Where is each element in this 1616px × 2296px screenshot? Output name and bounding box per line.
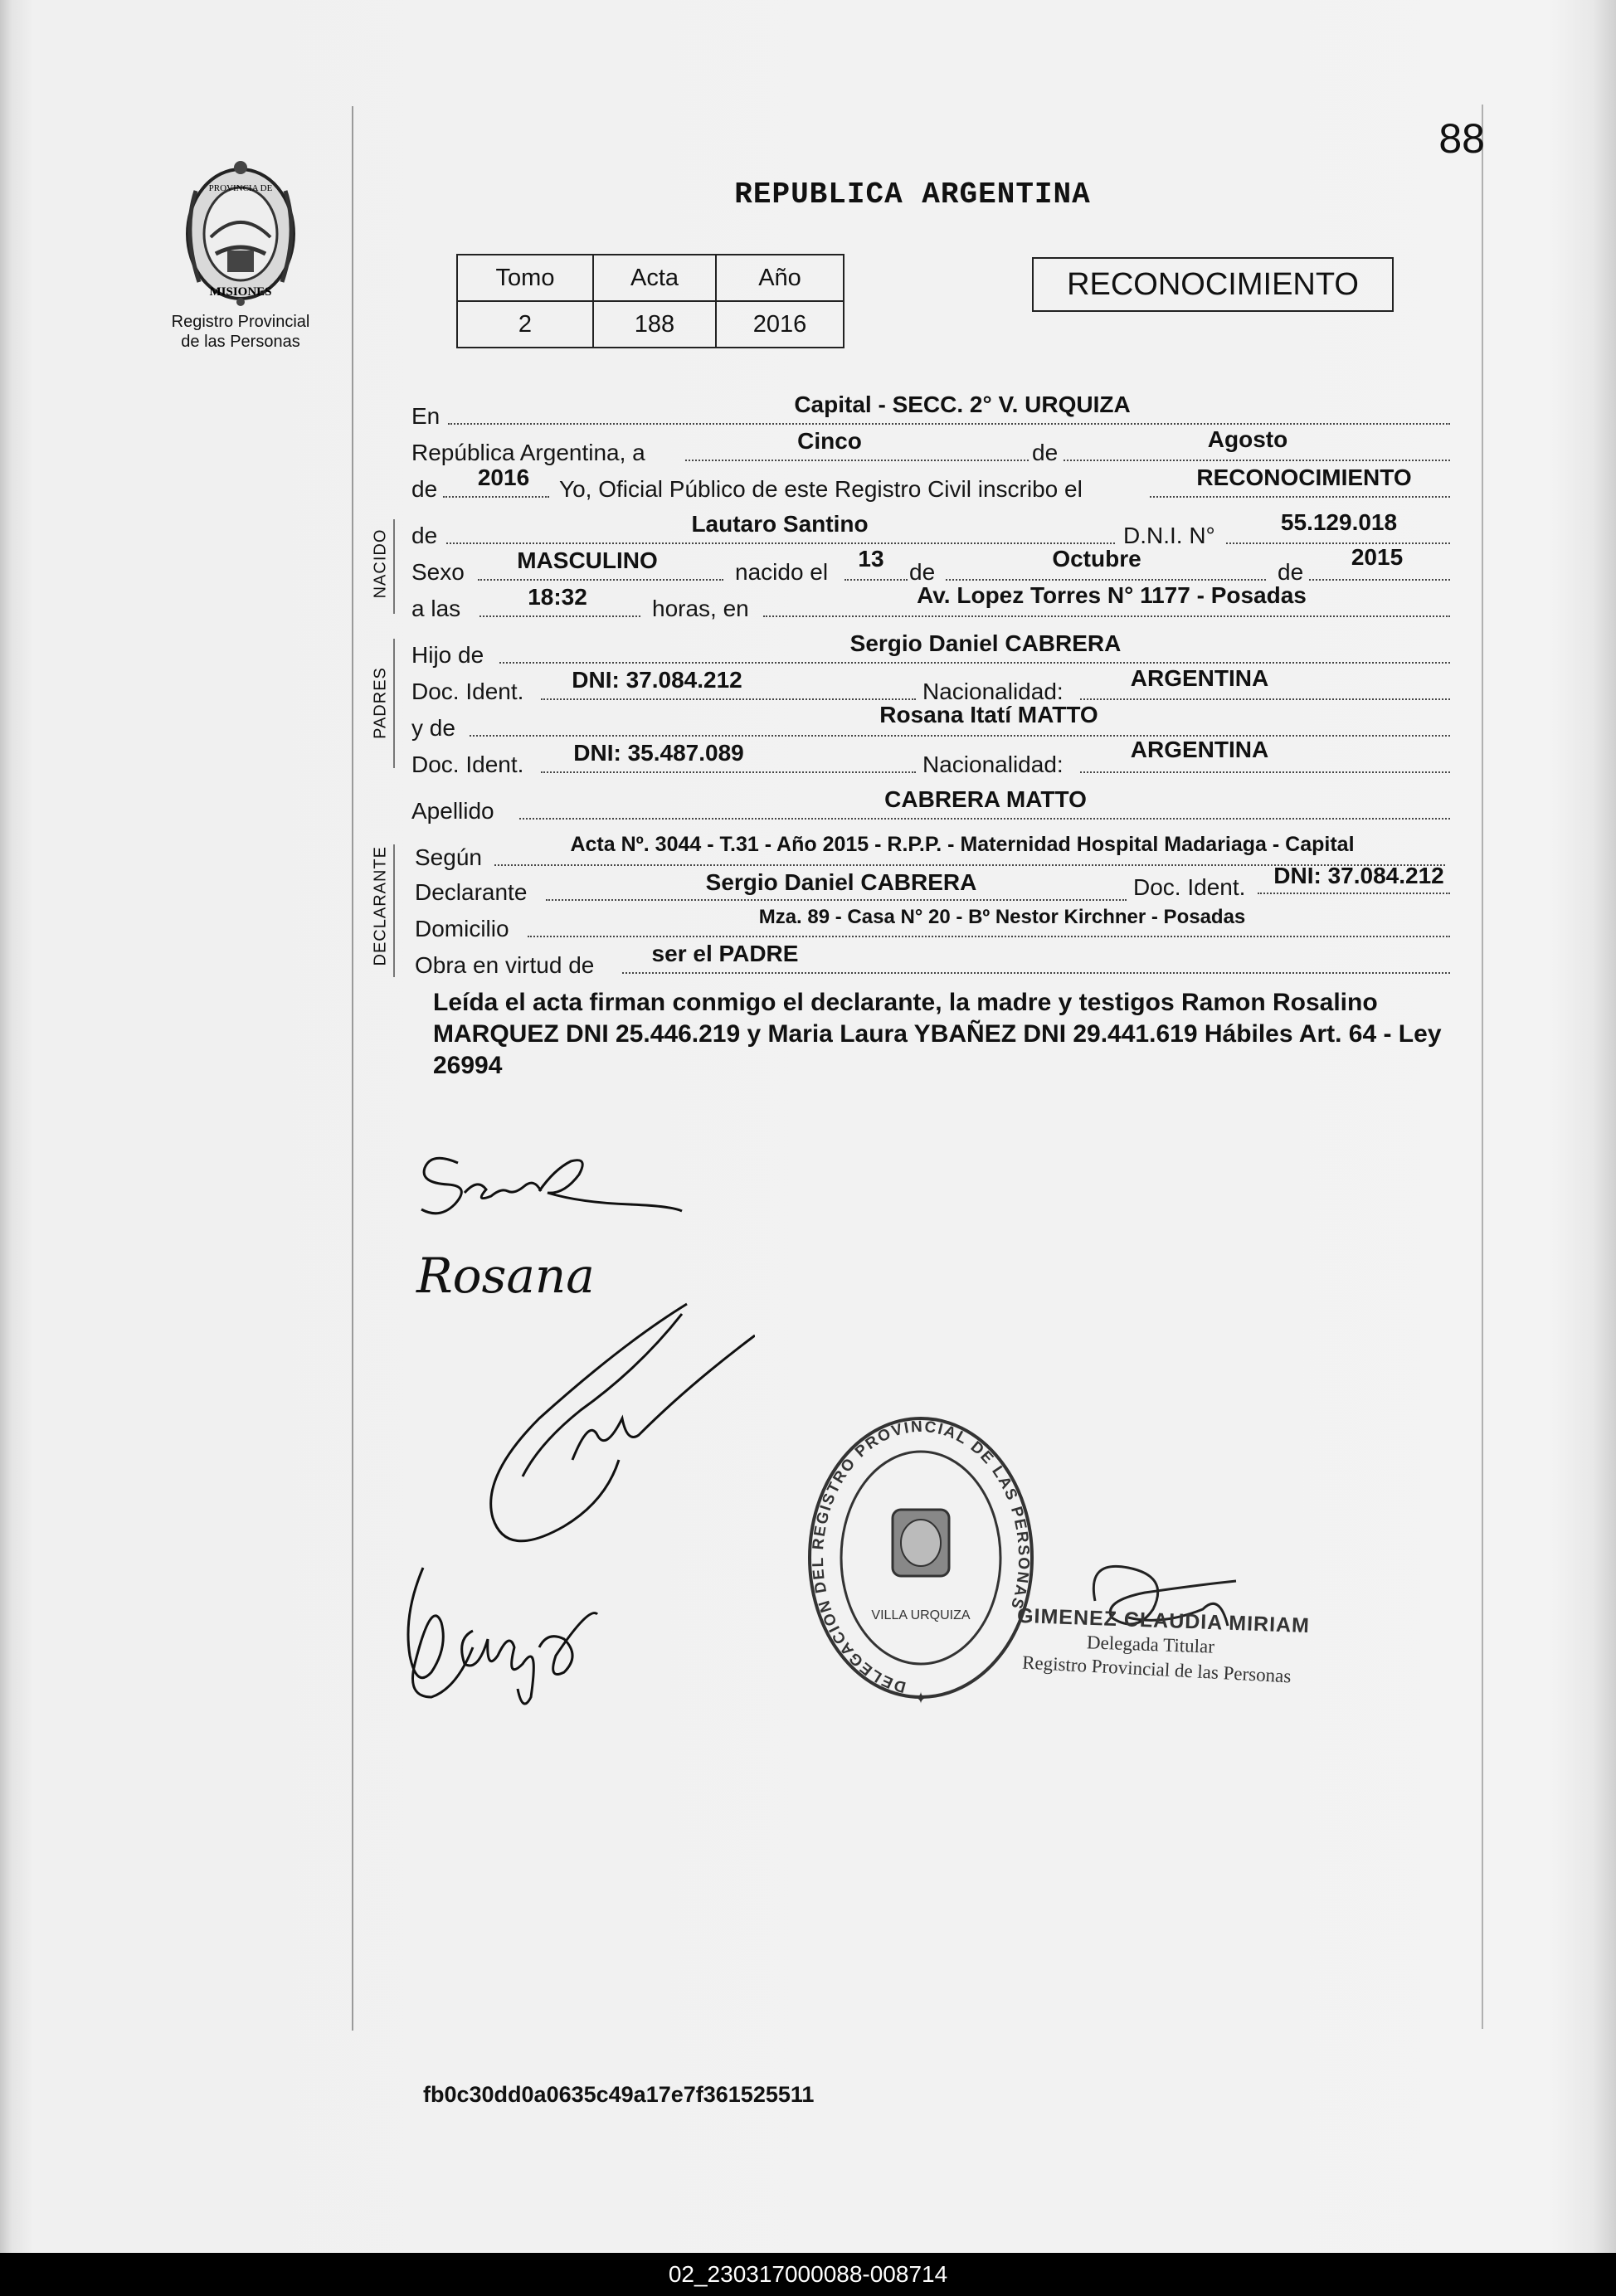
domicilio-value: Mza. 89 - Casa N° 20 - Bº Nestor Kirchner - Posadas (758, 906, 1246, 928)
obra-label: Obra en virtud de (415, 952, 595, 978)
witness-signature (398, 1564, 606, 1710)
child-name-value: Lautaro Santino (691, 511, 869, 537)
birth-place-value: Av. Lopez Torres N° 1177 - Posadas (917, 582, 1307, 608)
right-margin-line (1482, 105, 1483, 2029)
month-value: Agosto (1207, 426, 1288, 452)
doc-ident-label: Doc. Ident. (1133, 874, 1246, 900)
declarante-section-label: DECLARANTE (371, 846, 390, 966)
apellido-value: CABRERA MATTO (884, 786, 1087, 812)
year-value: 2016 (477, 465, 530, 490)
republica-label: República Argentina, a (411, 440, 645, 465)
nacionalidad-label: Nacionalidad: (922, 752, 1064, 777)
nacido-section-bar (393, 519, 395, 614)
child-dni-value: 55.129.018 (1280, 509, 1398, 535)
official-title: Delegada Titular (1086, 1632, 1215, 1657)
birth-month-value: Octubre (1052, 546, 1141, 572)
dotted-line (1309, 579, 1450, 581)
registro-table (456, 254, 845, 348)
footer-id-bar: 02_230317000088-008714 (0, 2253, 1616, 2296)
dotted-line (946, 579, 1266, 581)
svg-text:DELEGACION DEL REGISTRO PROVIN: DELEGACION DEL REGISTRO PROVINCIAL DE LAS PERSONAS (809, 1418, 1033, 1696)
dotted-line (479, 615, 640, 617)
dotted-line (528, 936, 1450, 937)
nacido-section-label: NACIDO (371, 528, 390, 599)
dotted-line (763, 615, 1450, 617)
declarante-section-bar (393, 844, 395, 977)
tomo-value: 2 (457, 301, 593, 348)
day-word-value: Cinco (797, 428, 862, 454)
domicilio-label: Domicilio (415, 916, 509, 941)
dotted-line (1150, 496, 1450, 498)
en-label: En (411, 403, 441, 429)
inscribo-text: Yo, Oficial Público de este Registro Civil inscribo el (559, 476, 1083, 502)
padres-section-bar (393, 639, 395, 768)
dotted-line (541, 698, 916, 700)
table-header-acta: Acta (593, 255, 716, 301)
obra-value: ser el PADRE (651, 941, 799, 966)
registry-caption: Registro Provincial de las Personas (171, 313, 310, 351)
segun-value: Acta Nº. 3044 - T.31 - Año 2015 - R.P.P. - Maternidad Hospital Madariaga - Capital (570, 833, 1355, 856)
official-office: Registro Provincial de las Personas (1021, 1651, 1292, 1687)
dotted-line (478, 579, 723, 581)
country-title: REPUBLICA ARGENTINA (734, 178, 1091, 212)
sexo-value: MASCULINO (517, 547, 658, 573)
official-name: GIMENEZ CLAUDIA MIRIAM (1016, 1603, 1311, 1638)
dni-label: D.N.I. N° (1123, 523, 1215, 548)
dotted-line (541, 771, 916, 773)
svg-text:Rosana: Rosana (416, 1248, 595, 1304)
dotted-line (499, 662, 1450, 664)
padres-section-label: PADRES (371, 667, 390, 739)
dotted-line (1080, 771, 1450, 773)
dotted-line (622, 972, 1450, 974)
svg-text:✦: ✦ (913, 1690, 928, 1708)
ano-value: 2016 (716, 301, 844, 348)
birth-year-value: 2015 (1351, 544, 1404, 570)
official-signature-large (473, 1294, 755, 1564)
dotted-line (448, 423, 1450, 425)
father-doc-value: DNI: 37.084.212 (572, 667, 742, 693)
dotted-line (446, 542, 1115, 544)
hijo-de-label: Hijo de (411, 642, 484, 668)
doc-ident-label: Doc. Ident. (411, 752, 524, 777)
nacido-de-label: de (411, 523, 438, 548)
dotted-line (685, 460, 1029, 461)
province-emblem (158, 158, 324, 307)
table-row (457, 301, 844, 348)
declarante-doc-value: DNI: 37.084.212 (1273, 863, 1444, 888)
father-nationality-value: ARGENTINA (1130, 665, 1269, 691)
declarante-name-value: Sergio Daniel CABRERA (705, 869, 977, 895)
page-number: 88 (1438, 115, 1485, 162)
dotted-line (1080, 698, 1450, 700)
place-value: Capital - SECC. 2° V. URQUIZA (794, 392, 1131, 417)
dotted-line (1258, 893, 1450, 894)
de-label: de (909, 559, 936, 585)
left-margin-line (352, 106, 353, 2031)
registry-stamp (805, 1410, 1037, 1713)
de-label: de (1278, 559, 1304, 585)
nacionalidad-label: Nacionalidad: (922, 679, 1064, 704)
dotted-line (1064, 460, 1450, 461)
document-hash: fb0c30dd0a0635c49a17e7f361525511 (423, 2082, 815, 2107)
mother-doc-value: DNI: 35.487.089 (573, 740, 744, 766)
svg-text:MISIONES: MISIONES (209, 285, 272, 299)
dotted-line (443, 496, 549, 498)
mother-name-value: Rosana Itatí MATTO (879, 702, 1098, 727)
birth-day-value: 13 (858, 546, 884, 572)
act-type-box: RECONOCIMIENTO (1032, 257, 1394, 312)
dotted-line (519, 818, 1450, 820)
doc-ident-label: Doc. Ident. (411, 679, 524, 704)
closing-statement: Leída el acta firman conmigo el declarante, la madre y testigos Ramon Rosalino MARQUEZ DNI 25.446.219 y Maria Laura YBAÑEZ DNI 29.441.619 Hábiles Art. 64 - Ley 26994 (433, 989, 1442, 1079)
acta-value: 188 (593, 301, 716, 348)
table-header-ano: Año (716, 255, 844, 301)
dotted-line (546, 899, 1127, 901)
segun-label: Según (415, 844, 482, 870)
y-de-label: y de (411, 715, 455, 741)
dotted-line (1226, 542, 1450, 544)
dotted-line (470, 735, 1450, 737)
dotted-line (845, 579, 908, 581)
de2-label: de (411, 476, 438, 502)
svg-text:VILLA URQUIZA: VILLA URQUIZA (871, 1608, 971, 1622)
table-header-tomo: Tomo (457, 255, 593, 301)
nacido-el-label: nacido el (735, 559, 829, 585)
apellido-label: Apellido (411, 798, 494, 824)
act-word-value: RECONOCIMIENTO (1196, 465, 1412, 490)
declarant-signature (415, 1145, 697, 1232)
a-las-label: a las (411, 596, 461, 621)
birth-time-value: 18:32 (528, 584, 587, 610)
table-header-row (457, 255, 844, 301)
svg-text:PROVINCIA DE: PROVINCIA DE (208, 183, 273, 193)
father-name-value: Sergio Daniel CABRERA (849, 630, 1122, 656)
de-label: de (1032, 440, 1059, 465)
mother-nationality-value: ARGENTINA (1130, 737, 1269, 762)
declarante-label: Declarante (415, 879, 528, 905)
sexo-label: Sexo (411, 559, 465, 585)
horas-label: horas, en (652, 596, 749, 621)
